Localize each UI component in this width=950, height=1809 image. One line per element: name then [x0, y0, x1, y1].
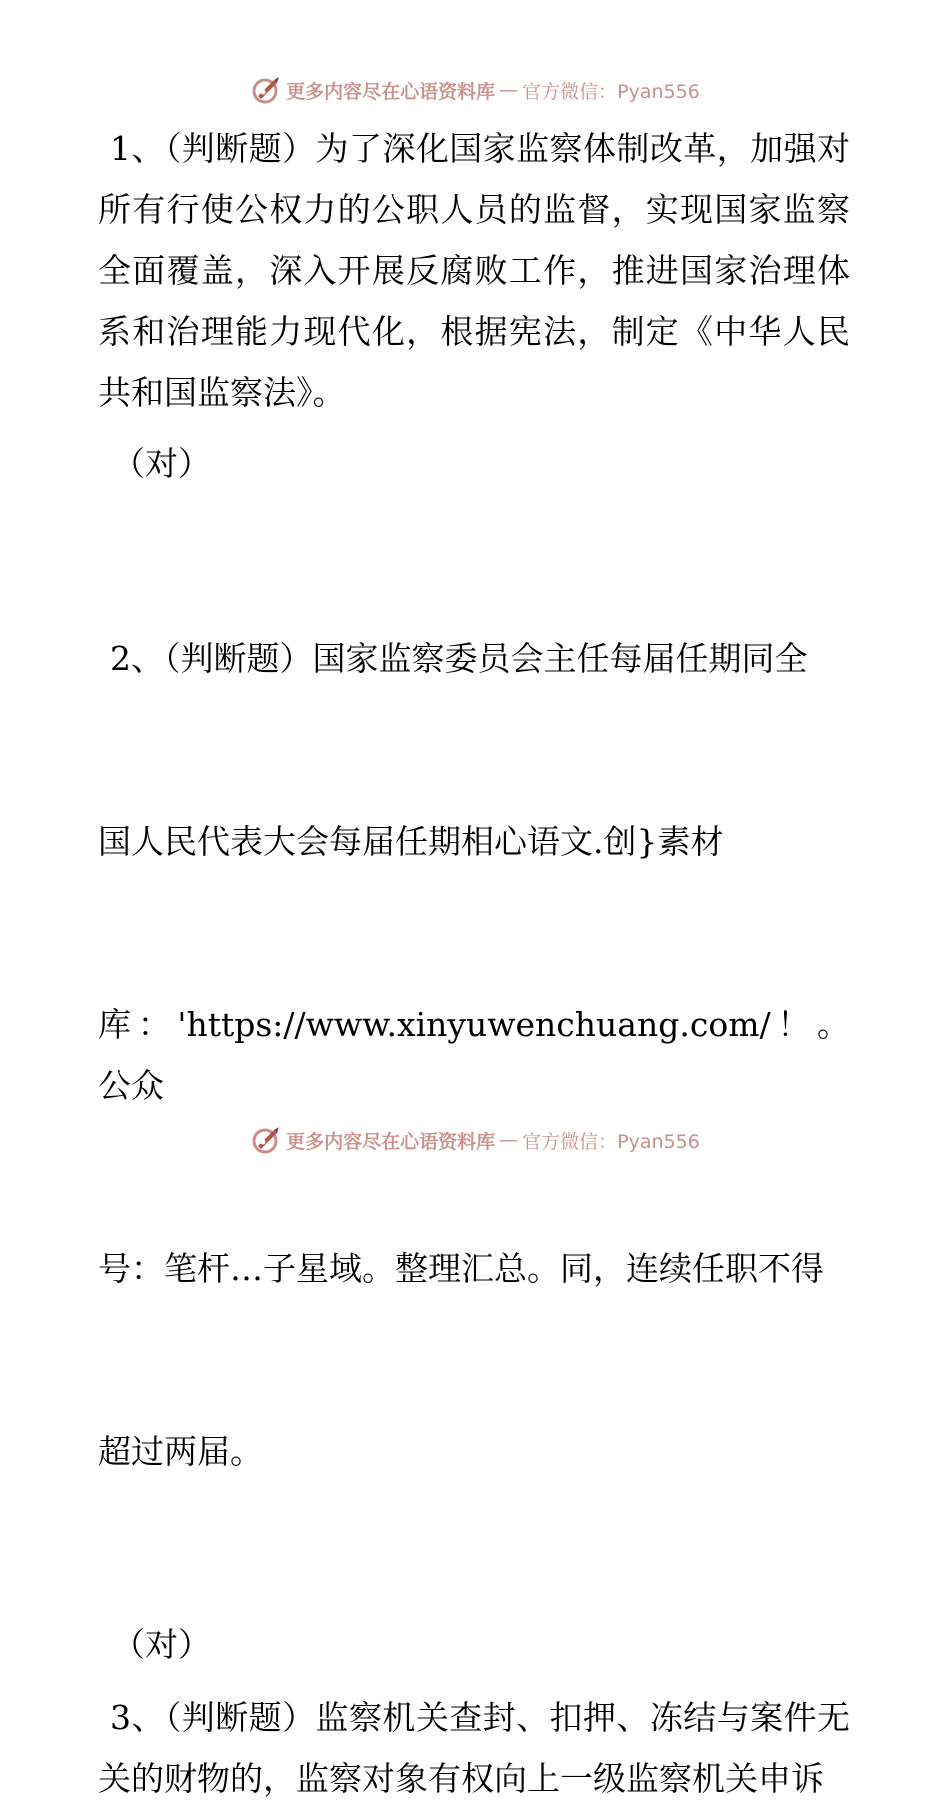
answer-2: （对）: [112, 1625, 211, 1664]
banner-wechat-id: 官方微信：Pyan556: [522, 80, 700, 103]
footer-banner: [0, 1120, 950, 1160]
banner-title: 更多内容尽在心语资料库: [286, 1130, 496, 1153]
question-2-line: 国人民代表大会每届任期相心语文.创}素材: [98, 822, 724, 861]
answer-1: （对）: [112, 444, 211, 483]
header-banner: [0, 70, 950, 110]
question-3: 3、（判断题）监察机关查封、扣押、冻结与案件无关的财物的，监察对象有权向上一级监察机关申诉: [98, 1698, 850, 1798]
banner-title: 更多内容尽在心语资料库: [286, 80, 496, 103]
banner-separator: —: [499, 79, 519, 101]
question-2: [98, 506, 850, 1604]
question-2-line: 号：笔杆…子星域。整理汇总。同，连续任职不得: [98, 1249, 824, 1288]
quill-pen-logo-icon: [250, 1124, 282, 1156]
question-2-line: 超过两届。: [98, 1432, 263, 1471]
question-2-line: 2、（判断题）国家监察委员会主任每届任期同全: [110, 639, 808, 678]
question-1: 1、（判断题）为了深化国家监察体制改革，加强对所有行使公权力的公职人员的监督，实现国家监察全面覆盖，深入开展反腐败工作，推进国家治理体系和治理能力现代化，根据宪法，制定《中华人民共和国监察法》。: [98, 129, 850, 412]
banner-wechat-id: 官方微信：Pyan556: [522, 1130, 700, 1153]
banner-separator: —: [499, 1129, 519, 1151]
document-body: [98, 118, 850, 1809]
quill-pen-logo-icon: [250, 74, 282, 106]
question-2-line: 库：'https://www.xinyuwenchuang.com/！。公众: [98, 1005, 850, 1105]
